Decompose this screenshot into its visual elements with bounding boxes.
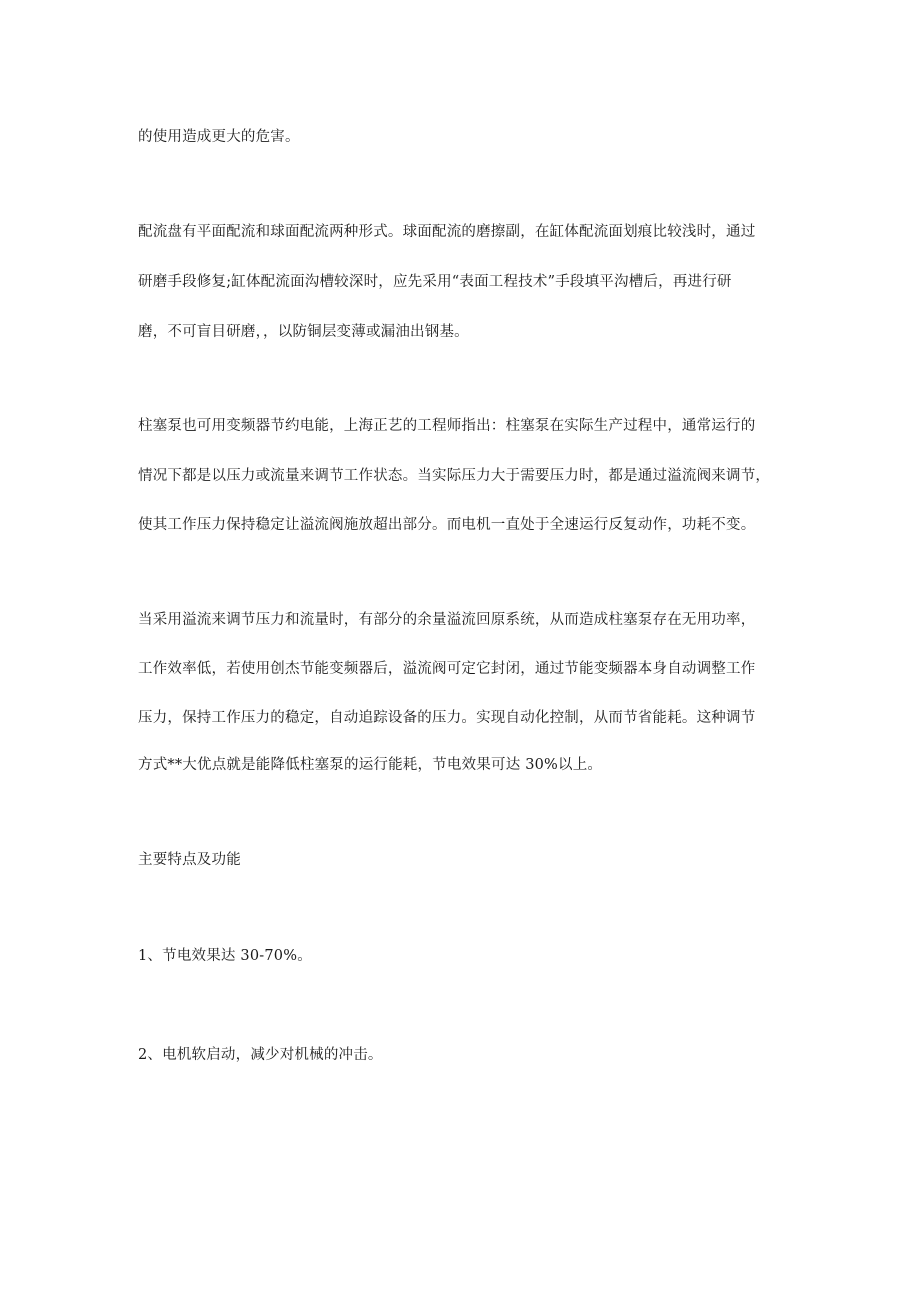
paragraph-line: 情况下都是以压力或流量来调节工作状态。当实际压力大于需要压力时，都是通过溢流阀来调节，	[138, 468, 771, 484]
paragraph-line: 压力，保持工作压力的稳定，自动追踪设备的压力。实现自动化控制，从而节省能耗。这种调节	[138, 710, 756, 726]
paragraph-line: 工作效率低，若使用创杰节能变频器后，溢流阀可定它封闭，通过节能变频器本身自动调整工作	[138, 661, 756, 677]
paragraph-line: 配流盘有平面配流和球面配流两种形式。球面配流的磨擦副，在缸体配流面划痕比较浅时，通过	[138, 224, 756, 240]
fragment-line: 的使用造成更大的危害。	[138, 129, 300, 145]
list-item: 2、电机软启动，减少对机械的冲击。	[138, 1047, 383, 1063]
section-heading: 主要特点及功能	[138, 852, 241, 868]
paragraph-line: 使其工作压力保持稳定让溢流阀施放超出部分。而电机一直处于全速运行反复动作，功耗不变。	[138, 517, 756, 533]
paragraph-line: 磨，不可盲目研磨，，以防铜层变薄或漏油出钢基。	[138, 324, 469, 340]
paragraph-line: 柱塞泵也可用变频器节约电能，上海正艺的工程师指出：柱塞泵在实际生产过程中，通常运行的	[138, 418, 756, 434]
paragraph-line: 当采用溢流来调节压力和流量时，有部分的余量溢流回原系统，从而造成柱塞泵存在无用功率，	[138, 612, 756, 628]
paragraph-line: 方式**大优点就是能降低柱塞泵的运行能耗，节电效果可达 30%以上。	[138, 757, 603, 773]
list-item: 1、节电效果达 30-70%。	[138, 948, 312, 964]
paragraph-line: 研磨手段修复;缸体配流面沟槽较深时，应先采用“表面工程技术”手段填平沟槽后，再进行研	[138, 274, 732, 290]
